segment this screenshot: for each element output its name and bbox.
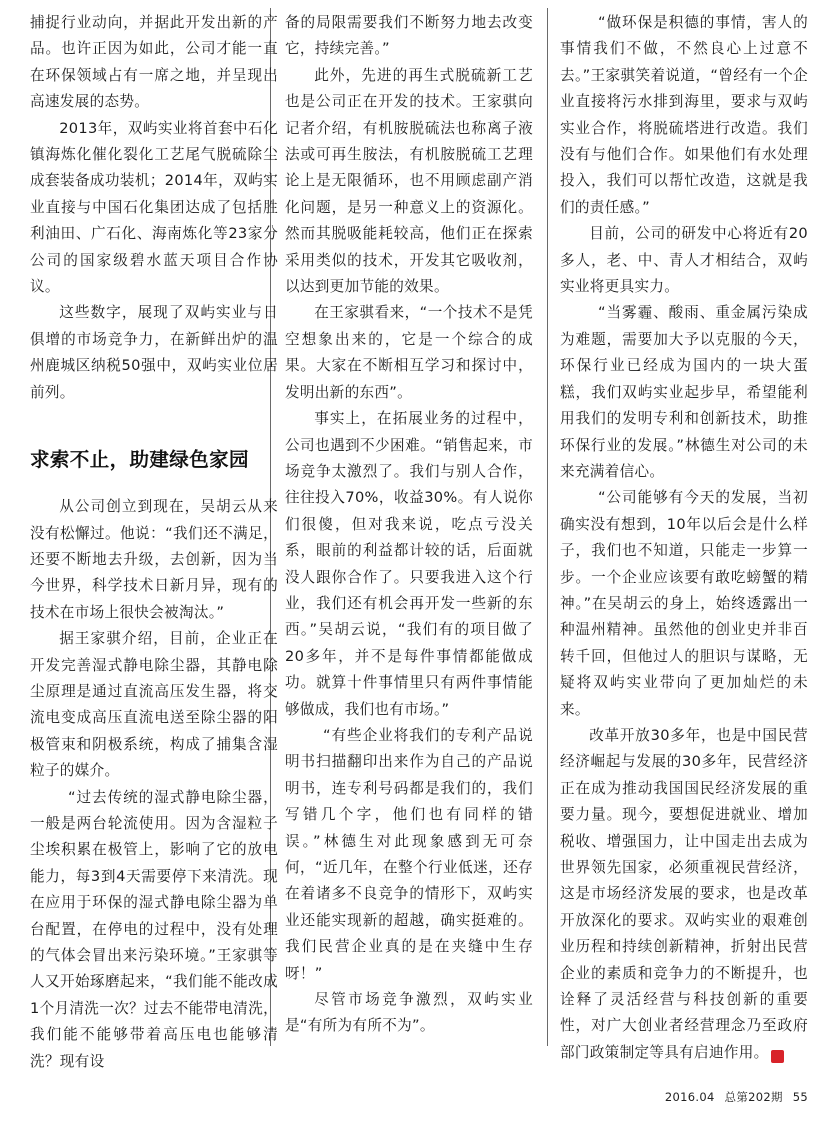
- paragraph-text: 备的局限需要我们不断努力地去改变它，持续完善。”: [285, 14, 533, 58]
- page-number: 55: [792, 1090, 808, 1104]
- article-paragraph: [30, 300, 278, 406]
- paragraph-text: 这些数字，展现了双屿实业与日俱增的市场竞争力，在新鲜出炉的温州鹿城区纳税50强中，双屿实业位居前列。: [30, 304, 278, 401]
- article-paragraph: [560, 221, 808, 300]
- article-paragraph: [285, 300, 533, 406]
- paragraph-text: 捕捉行业动向，并据此开发出新的产品。也许正因为如此，公司才能一直在环保领域占有一席之地，并呈现出高速发展的态势。: [30, 14, 278, 111]
- paragraph-text: 改革开放30多年，也是中国民营经济崛起与发展的30多年，民营经济正在成为推动我国国民经济发展的重要力量。现今，要想促进就业、增加税收、增强国力，让中国走出去成为世界领先国家，必须重视民营经济，这是市场经济发展的要求，也是改革开放深化的要求。双屿实业的艰难创业历程和持续创新精神，折射出民营企业的素质和竞争力的不断提升，也诠释了灵活经营与科技创新的重要性，对广大创业者经营理念乃至政府部门政策制定等具有启迪作用。: [560, 726, 808, 1061]
- article-paragraph: [560, 300, 808, 485]
- article-paragraph: [560, 723, 808, 1066]
- paragraph-text: “过去传统的湿式静电除尘器，一般是两台轮流使用。因为含湿粒子尘埃积累在极管上，影响了它的放电能力，每3到4天需要停下来清洗。现在应用于环保的湿式静电除尘器为单台配置，在停电的过程中，没有处理的气体会冒出来污染环境。”王家骐等人又开始琢磨起来，“我们能不能改成1个月清洗一次？过去不能带电清洗，我们能不能够带着高压电也能够清洗？现有设: [30, 788, 278, 1070]
- article-paragraph: [30, 494, 278, 626]
- article-paragraph: [30, 116, 278, 301]
- article-column-1: [30, 10, 278, 1075]
- page-footer: [659, 1089, 808, 1105]
- paragraph-text: 在王家骐看来，“一个技术不是凭空想象出来的，它是一个综合的成果。大家在不断相互学习和探讨中，发明出新的东西”。: [285, 304, 533, 401]
- article-paragraph: [560, 10, 808, 221]
- paragraph-text: 目前，公司的研发中心将近有20多人，老、中、青人才相结合，双屿实业将更具实力。: [560, 225, 808, 296]
- paragraph-text: “当雾霾、酸雨、重金属污染成为难题，需要加大予以克服的今天，环保行业已经成为国内的一块大蛋糕，我们双屿实业起步早，希望能利用我们的发明专利和创新技术，助推环保行业的发展。”林德生对公司的未来充满着信心。: [560, 304, 808, 480]
- paragraph-text: 2013年，双屿实业将首套中石化镇海炼化催化裂化工艺尾气脱硫除尘成套装备成功装机；2014年，双屿实业直接与中国石化集团达成了包括胜利油田、广石化、海南炼化等23家分公司的国家级碧水蓝天项目合作协议。: [30, 119, 278, 296]
- article-paragraph: [30, 785, 278, 1075]
- paragraph-text: “公司能够有今天的发展，当初确实没有想到，10年以后会是什么样子，我们也不知道，只能走一步算一步。一个企业应该要有敢吃螃蟹的精神。”在吴胡云的身上，始终透露出一种温州精神。虽然他的创业史并非百转千回，但他过人的胆识与谋略，无疑将双屿实业带向了更加灿烂的未来。: [560, 489, 808, 718]
- article-paragraph: [30, 10, 278, 116]
- section-heading: 求索不止，助建绿色家园: [30, 448, 249, 472]
- article-column-2: [285, 10, 533, 1040]
- paragraph-text: 此外，先进的再生式脱硫新工艺也是公司正在开发的技术。王家骐向记者介绍，有机胺脱硫法也称离子液法或可再生胺法，有机胺脱硫工艺理论上是无限循环，也不用顾虑副产消化问题，是另一种意义上的资源化。然而其脱吸能耗较高，他们正在探索采用类似的技术，开发其它吸收剂，以达到更加节能的效果。: [285, 66, 533, 296]
- paragraph-text: “做环保是积德的事情，害人的事情我们不做，不然良心上过意不去。”王家骐笑着说道，“曾经有一个企业直接将污水排到海里，要求与双屿实业合作，将脱硫塔进行改造。我们没有与他们合作。如果他们有水处理投入，我们可以帮忙改造，这就是我们的责任感。”: [560, 14, 808, 216]
- paragraph-text: 尽管市场竞争激烈，双屿实业是“有所为有所不为”。: [285, 991, 533, 1035]
- article-paragraph: [560, 485, 808, 723]
- article-paragraph: [285, 987, 533, 1040]
- article-paragraph: [285, 723, 533, 987]
- article-paragraph: [285, 63, 533, 301]
- paragraph-text: 据王家骐介绍，目前，企业正在开发完善湿式静电除尘器，其静电除尘原理是通过直流高压发生器，将交流电变成高压直流电送至除尘器的阳极管束和阴极系统，构成了捕集含湿粒子的媒介。: [30, 630, 278, 780]
- article-paragraph: [30, 626, 278, 784]
- article-paragraph: [285, 406, 533, 723]
- issue-number: 总第202期: [724, 1090, 783, 1104]
- article-column-3: [560, 10, 808, 1066]
- paragraph-text: “有些企业将我们的专利产品说明书扫描翻印出来作为自己的产品说明书，连专利号码都是我们的，我们写错几个字，他们也有同样的错误。”林德生对此现象感到无可奈何，“近几年，在整个行业低迷，还存在着诸多不良竞争的情形下，双屿实业还能实现新的超越，确实挺难的。我们民营企业真的是在夹缝中生存呀！”: [285, 726, 533, 982]
- column-divider: [547, 8, 548, 1046]
- paragraph-text: 事实上，在拓展业务的过程中，公司也遇到不少困难。“销售起来，市场竞争太激烈了。我们与别人合作，往往投入70%，收益30%。有人说你们很傻，但对我来说，吃点亏没关系，眼前的利益都计较的话，后面就没人跟你合作了。只要我进入这个行业，我们还有机会再开发一些新的东西。”吴胡云说，“我们有的项目做了20多年，并不是每件事情都能做成功。就算十件事情里只有两件事情能够做成，我们也有市场。”: [285, 410, 533, 718]
- issue-date: 2016.04: [664, 1090, 715, 1104]
- end-mark-icon: 津: [771, 1050, 784, 1063]
- paragraph-text: 从公司创立到现在，吴胡云从来没有松懈过。他说：“我们还不满足，还要不断地去升级，去创新，因为当今世界，科学技术日新月异，现有的技术在市场上很快会被淘汰。”: [30, 498, 278, 621]
- article-paragraph: [285, 10, 533, 63]
